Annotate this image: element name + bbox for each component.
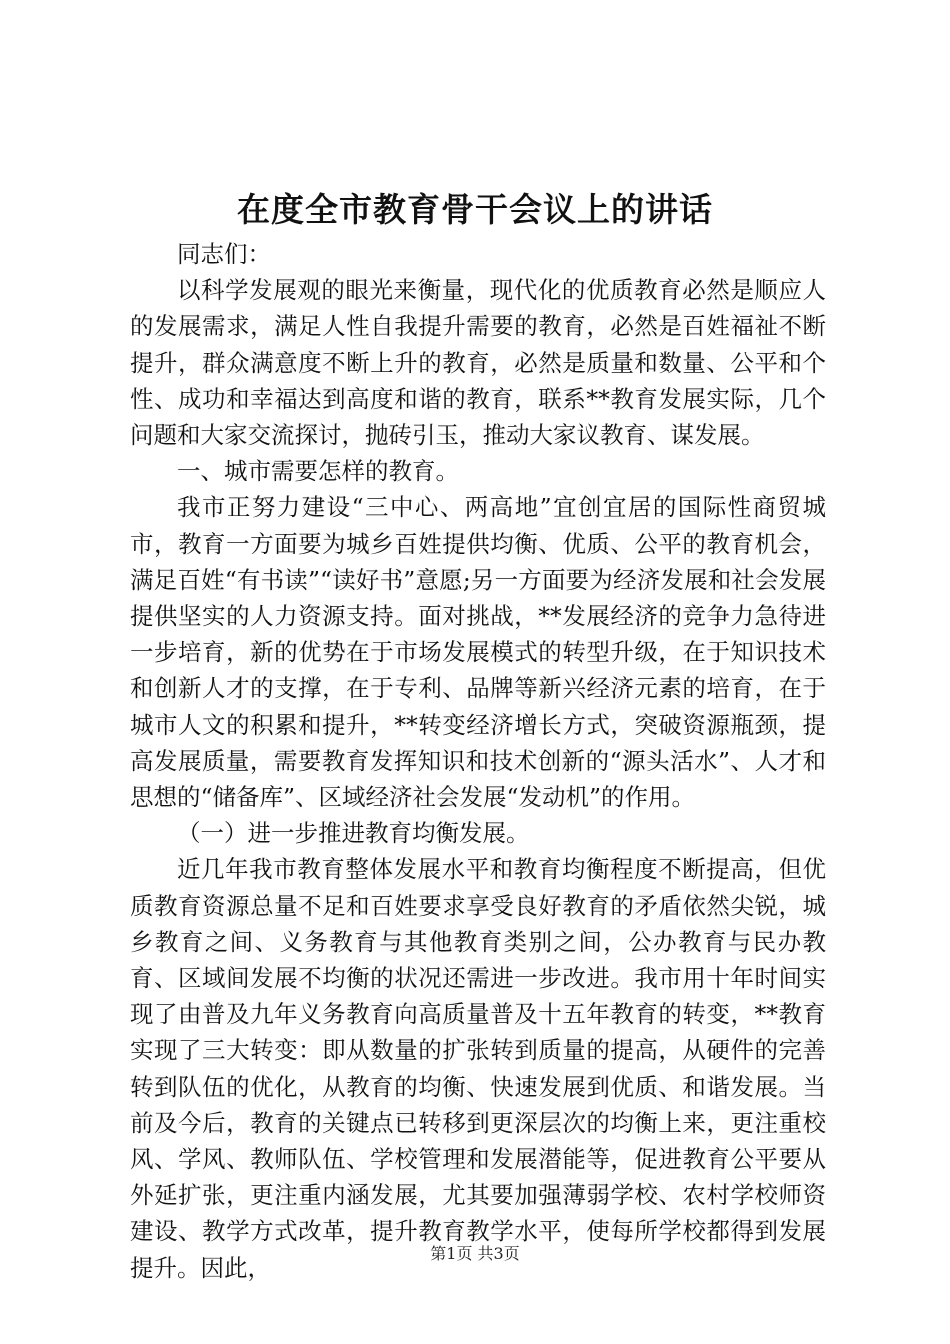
page-number-footer: 第1页 共3页 <box>430 1244 520 1263</box>
document-title: 在度全市教育骨干会议上的讲话 <box>237 190 713 229</box>
paragraph-balance: 近几年我市教育整体发展水平和教育均衡程度不断提高，但优质教育资源总量不足和百姓要求享受良好教育的矛盾依然尖锐，城乡教育之间、义务教育与其他教育类别之间，公办教育与民办教育、区域间发展不均衡的状况还需进一步改进。我市用十年时间实现了由普及九年义务教育向高质量普及十五年教育的转变，**教育实现了三大转变：即从数量的扩张转到质量的提高，从硬件的完善转到队伍的优化，从教育的均衡、快速发展到优质、和谐发展。当前及今后，教育的关键点已转移到更深层次的均衡上来，更注重校风、学风、教师队伍、学校管理和发展潜能等，促进教育公平要从外延扩张，更注重内涵发展，尤其要加强薄弱学校、农村学校师资建设、教学方式改革，提升教育教学水平，使每所学校都得到发展提升。因此， <box>130 855 826 1282</box>
document-body <box>130 236 826 1286</box>
section-heading-1: 一、城市需要怎样的教育。 <box>177 457 459 486</box>
subsection-heading-1: （一）进一步推进教育均衡发展。 <box>177 819 530 848</box>
salutation: 同志们： <box>177 240 271 268</box>
paragraph-city: 我市正努力建设“三中心、两高地”宜创宜居的国际性商贸城市，教育一方面要为城乡百姓提供均衡、优质、公平的教育机会，满足百姓“有书读”“读好书”意愿;另一方面要为经济发展和社会发展提供坚实的人力资源支持。面对挑战，**发展经济的竞争力急待进一步培育，新的优势在于市场发展模式的转型升级，在于知识技术和创新人才的支撑，在于专利、品牌等新兴经济元素的培育，在于城市人文的积累和提升，**转变经济增长方式，突破资源瓶颈，提高发展质量，需要教育发挥知识和技术创新的“源头活水”、人才和思想的“储备库”、区域经济社会发展“发动机”的作用。 <box>130 493 826 812</box>
paragraph-intro: 以科学发展观的眼光来衡量，现代化的优质教育必然是顺应人的发展需求，满足人性自我提升需要的教育，必然是百姓福祉不断提升，群众满意度不断上升的教育，必然是质量和数量、公平和个性、成功和幸福达到高度和谐的教育，联系**教育发展实际，几个问题和大家交流探讨，抛砖引玉，推动大家议教育、谋发展。 <box>130 276 826 450</box>
